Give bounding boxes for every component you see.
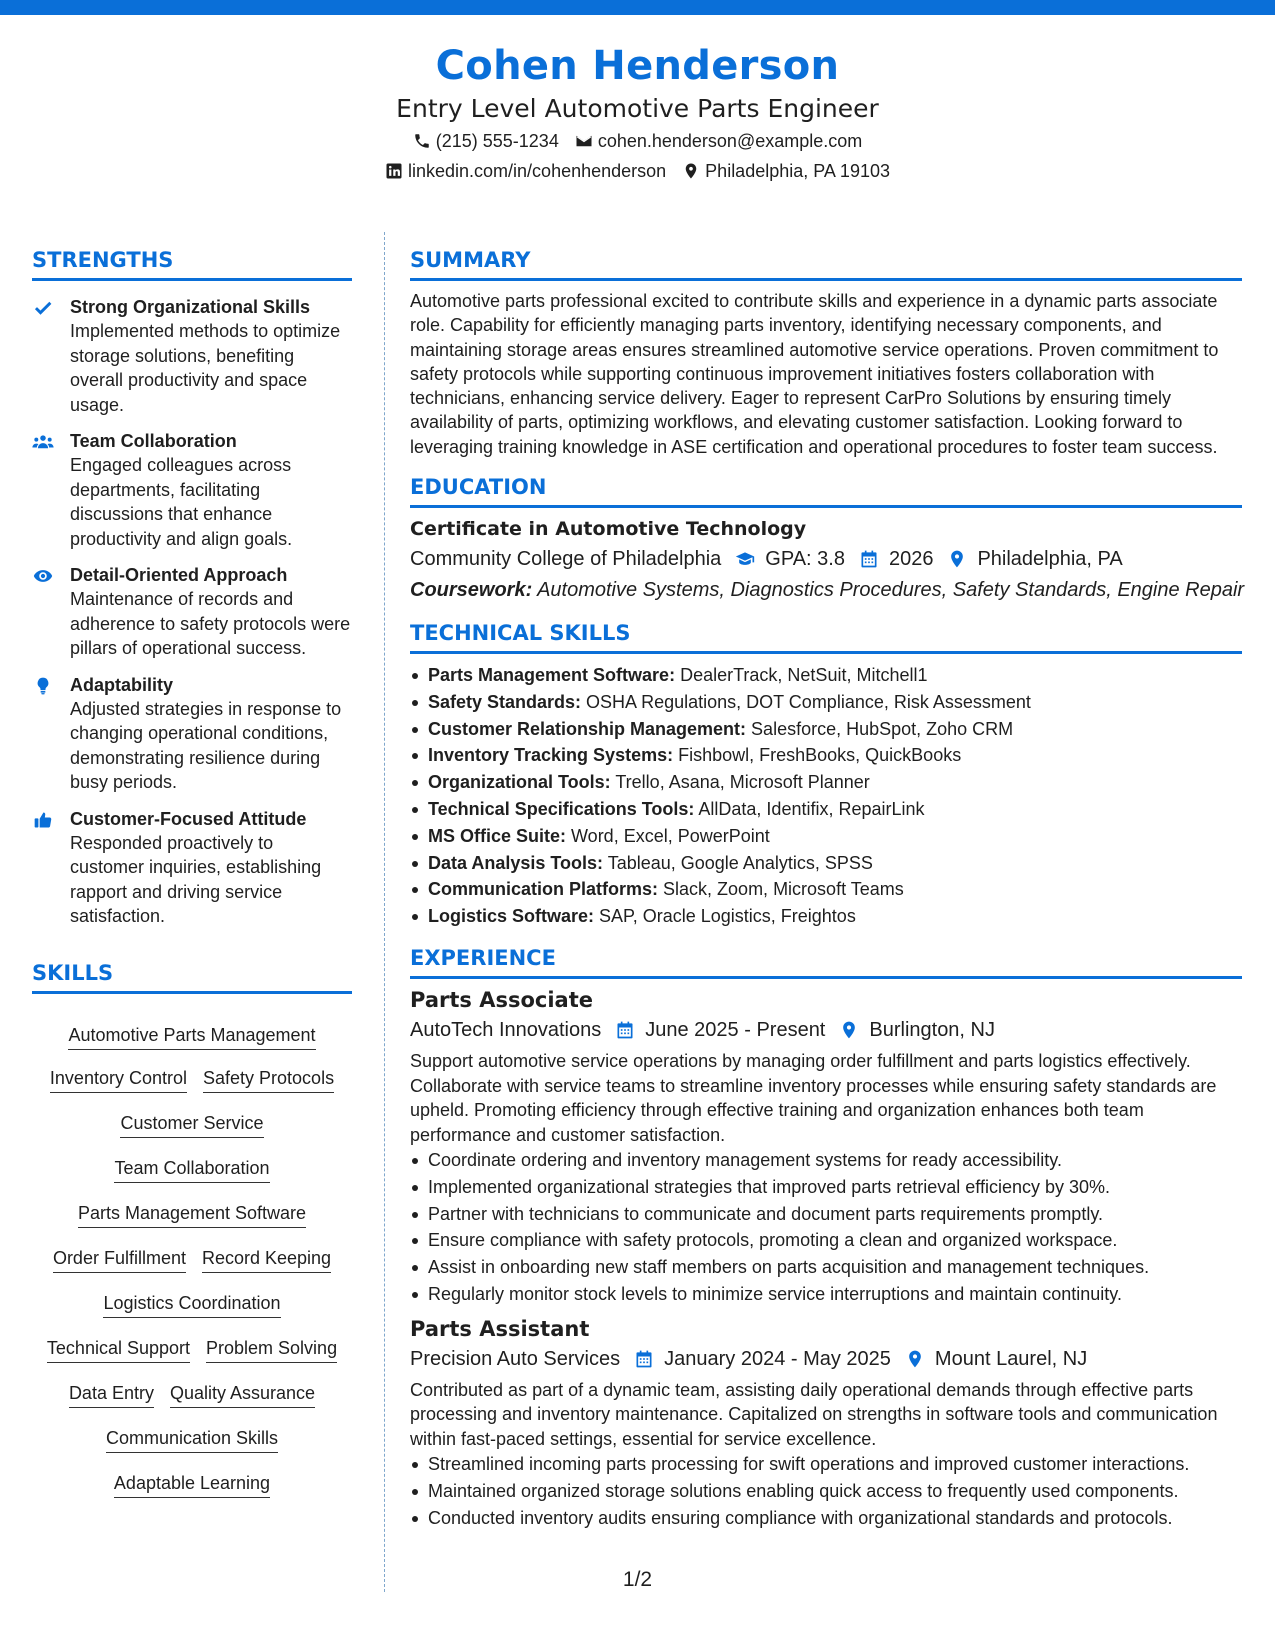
skill-tag: Safety Protocols — [203, 1067, 334, 1093]
strength-item — [32, 429, 352, 551]
technical-skill-tools: AllData, Identifix, RepairLink — [694, 799, 925, 820]
skill-tag: Customer Service — [120, 1112, 263, 1138]
users-icon — [32, 432, 54, 452]
school-name: Community College of Philadelphia — [410, 548, 722, 571]
technical-skill-tools: Tableau, Google Analytics, SPSS — [603, 852, 873, 873]
job-bullet: Conducted inventory audits ensuring compliance with organizational standards and protocols. — [410, 1505, 1242, 1532]
technical-skill-tools: OSHA Regulations, DOT Compliance, Risk Assessment — [581, 691, 1031, 712]
skill-tag: Technical Support — [47, 1337, 190, 1363]
technical-skill-category: MS Office Suite: — [428, 825, 567, 846]
experience-heading: EXPERIENCE — [410, 944, 1242, 979]
graduation-cap-icon — [735, 549, 755, 569]
education-meta — [410, 544, 1242, 574]
strength-description: Engaged colleagues across departments, facilitating discussions that enhance productivity and align goals. — [70, 455, 293, 549]
skill-row — [32, 1188, 352, 1233]
page-number: 1/2 — [622, 1568, 653, 1591]
job-bullet: Coordinate ordering and inventory management systems for ready accessibility. — [410, 1147, 1242, 1174]
location-contact — [682, 156, 890, 186]
strength-description: Adjusted strategies in response to changing operational conditions, demonstrating resilience during busy periods. — [70, 698, 342, 792]
job-entry — [410, 1314, 1242, 1532]
summary-heading: SUMMARY — [410, 246, 1242, 281]
strength-title: Team Collaboration — [70, 431, 237, 451]
eye-icon — [32, 566, 54, 586]
education-heading: EDUCATION — [410, 473, 1242, 508]
technical-skill-tools: Word, Excel, PowerPoint — [566, 825, 770, 846]
technical-skill-tools: Salesforce, HubSpot, Zoho CRM — [746, 718, 1014, 739]
technical-skill-category: Technical Specifications Tools: — [428, 799, 695, 820]
technical-skill-category: Data Analysis Tools: — [428, 852, 604, 873]
skill-tag: Communication Skills — [106, 1427, 278, 1453]
job-bullet: Maintained organized storage solutions enabling quick access to frequently used components. — [410, 1478, 1242, 1505]
skill-row — [32, 1413, 352, 1458]
skill-row — [32, 1008, 352, 1053]
technical-skill-item — [410, 876, 1242, 903]
technical-skill-tools: SAP, Oracle Logistics, Freightos — [594, 906, 856, 927]
strength-title: Customer-Focused Attitude — [70, 808, 307, 829]
skill-tag: Adaptable Learning — [114, 1472, 270, 1498]
jobs-list — [410, 985, 1242, 1532]
strength-title: Strong Organizational Skills — [70, 297, 311, 317]
technical-skill-category: Safety Standards: — [428, 691, 582, 712]
calendar-icon — [859, 549, 879, 569]
skill-tag: Inventory Control — [50, 1067, 187, 1093]
top-accent-bar — [0, 0, 1275, 15]
skill-row — [32, 1278, 352, 1323]
skill-tag: Parts Management Software — [78, 1202, 306, 1228]
company-name: Precision Auto Services — [410, 1347, 621, 1370]
left-column — [32, 246, 352, 1503]
job-bullet: Assist in onboarding new staff members on parts acquisition and management techniques. — [410, 1254, 1242, 1281]
skill-tag: Order Fulfillment — [53, 1247, 186, 1273]
contact-row-1 — [0, 126, 1275, 156]
map-pin-icon — [839, 1020, 859, 1040]
map-pin-icon — [947, 549, 967, 569]
skill-row — [32, 1323, 352, 1368]
technical-skill-item — [410, 796, 1242, 823]
coursework — [410, 575, 1245, 605]
phone-icon — [413, 132, 431, 150]
map-pin-icon — [682, 162, 700, 180]
skill-row — [32, 1053, 352, 1098]
linkedin-text[interactable]: linkedin.com/in/cohenhenderson — [408, 161, 667, 181]
gpa: GPA: 3.8 — [735, 544, 845, 574]
education-section — [410, 473, 1245, 605]
resume-header — [0, 38, 1275, 186]
technical-skill-item — [410, 850, 1242, 877]
skill-tag: Team Collaboration — [114, 1157, 269, 1183]
job-bullet: Partner with technicians to communicate and document parts requirements promptly. — [410, 1201, 1242, 1228]
strength-description: Maintenance of records and adherence to safety protocols were pillars of operational success. — [70, 589, 351, 658]
skill-tag: Automotive Parts Management — [68, 1024, 315, 1050]
skills-heading: SKILLS — [32, 959, 352, 994]
phone-contact — [413, 126, 559, 156]
contact-row-2 — [0, 156, 1275, 186]
skill-row — [32, 1143, 352, 1188]
experience-section — [410, 944, 1242, 1532]
technical-skill-item — [410, 769, 1242, 796]
envelope-icon — [575, 132, 593, 150]
column-divider — [384, 232, 385, 1592]
candidate-name: Cohen Henderson — [435, 43, 840, 89]
email-contact[interactable] — [575, 126, 862, 156]
technical-skill-category: Customer Relationship Management: — [428, 718, 747, 739]
skill-tag: Quality Assurance — [170, 1382, 315, 1408]
technical-skills-list — [410, 662, 1242, 930]
job-bullet: Ensure compliance with safety protocols, promoting a clean and organized workspace. — [410, 1227, 1242, 1254]
skills-list — [32, 1008, 352, 1503]
technical-skill-item — [410, 903, 1242, 930]
skill-row — [32, 1233, 352, 1278]
job-bullets — [410, 1147, 1242, 1308]
summary-text: Automotive parts professional excited to contribute skills and experience in a dynamic parts associate role. Capability for efficiently managing parts inventory, identifying necessary components, and maintaining storage areas ensures streamlined automotive service operations. Proven commitment to safety protocols while supporting continuous improvement initiatives fosters collaboration with technicians, enhancing service delivery. Eager to represent CarPro Solutions by ensuring timely availability of parts, optimizing workflows, and elevating customer satisfaction. Looking forward to leveraging training knowledge in ASE certification and operational procedures to foster team success. — [410, 291, 1219, 457]
skill-tag: Logistics Coordination — [103, 1292, 280, 1318]
skill-row — [32, 1368, 352, 1413]
skill-tag: Data Entry — [69, 1382, 154, 1408]
strength-description: Implemented methods to optimize storage solutions, benefiting overall productivity and space usage. — [70, 321, 341, 415]
job-bullet: Implemented organizational strategies that improved parts retrieval efficiency by 30%. — [410, 1174, 1242, 1201]
right-column — [410, 246, 1245, 1532]
strength-description: Responded proactively to customer inquiries, establishing rapport and driving service satisfaction. — [70, 832, 322, 926]
strength-item — [32, 563, 352, 661]
strength-item — [32, 673, 352, 795]
candidate-title: Entry Level Automotive Parts Engineer — [396, 94, 879, 123]
strength-title: Detail-Oriented Approach — [70, 565, 288, 585]
graduation-year: 2026 — [859, 544, 934, 574]
linkedin-contact[interactable] — [385, 156, 666, 186]
strengths-heading: STRENGTHS — [32, 246, 352, 281]
skill-tag: Problem Solving — [206, 1337, 337, 1363]
technical-skill-category: Logistics Software: — [428, 906, 595, 927]
email-text[interactable]: cohen.henderson@example.com — [597, 131, 863, 151]
job-bullet: Regularly monitor stock levels to minimize service interruptions and maintain continuity. — [410, 1281, 1242, 1308]
thumbs-up-icon — [32, 810, 54, 830]
technical-skills-heading: TECHNICAL SKILLS — [410, 619, 1242, 654]
technical-skill-category: Parts Management Software: — [428, 665, 676, 686]
technical-skill-item — [410, 716, 1242, 743]
coursework-label: Coursework: — [410, 579, 533, 602]
lightbulb-icon — [32, 676, 54, 696]
strengths-list — [32, 295, 352, 929]
company-name: AutoTech Innovations — [410, 1019, 602, 1042]
strength-title: Adaptability — [70, 674, 174, 695]
location-text: Philadelphia, PA 19103 — [705, 161, 890, 181]
job-title: Parts Associate — [410, 988, 593, 1013]
technical-skill-item — [410, 689, 1242, 716]
technical-skill-category: Organizational Tools: — [428, 772, 611, 793]
technical-skills-section — [410, 619, 1242, 930]
skill-row — [32, 1458, 352, 1503]
strength-item — [32, 295, 352, 417]
calendar-icon — [634, 1349, 654, 1369]
technical-skill-tools: DealerTrack, NetSuit, Mitchell1 — [675, 665, 928, 686]
skill-tag: Record Keeping — [202, 1247, 331, 1273]
job-meta — [410, 1015, 1242, 1045]
skill-row — [32, 1098, 352, 1143]
job-dates: January 2024 - May 2025 — [634, 1344, 891, 1374]
coursework-list: Automotive Systems, Diagnostics Procedures, Safety Standards, Engine Repair — [532, 579, 1245, 602]
technical-skill-item — [410, 662, 1242, 689]
job-bullet: Streamlined incoming parts processing for swift operations and improved customer interactions. — [410, 1451, 1242, 1478]
phone-text: (215) 555-1234 — [435, 131, 559, 151]
job-description: Contributed as part of a dynamic team, assisting daily operational demands through effective parts processing and inventory maintenance. Capitalized on strengths in software tools and communication within fast-paced settings, essential for service excellence. — [410, 1379, 1218, 1449]
calendar-icon — [615, 1020, 635, 1040]
job-description: Support automotive service operations by managing order fulfillment and parts logistics effectively. Collaborate with service teams to streamline inventory processes while ensuring safety standards are upheld. Promoting efficiency through effective training and organization enhances both team performance and customer satisfaction. — [410, 1051, 1217, 1145]
technical-skill-category: Inventory Tracking Systems: — [428, 745, 674, 766]
technical-skill-tools: Fishbowl, FreshBooks, QuickBooks — [673, 745, 962, 766]
job-entry — [410, 985, 1242, 1308]
technical-skill-category: Communication Platforms: — [428, 879, 659, 900]
job-dates: June 2025 - Present — [615, 1015, 825, 1045]
job-location: Burlington, NJ — [839, 1015, 995, 1045]
job-location: Mount Laurel, NJ — [905, 1344, 1087, 1374]
technical-skill-item — [410, 823, 1242, 850]
job-bullets — [410, 1451, 1242, 1531]
technical-skill-tools: Trello, Asana, Microsoft Planner — [610, 772, 870, 793]
school-location: Philadelphia, PA — [947, 544, 1122, 574]
linkedin-icon — [385, 162, 403, 180]
strength-item — [32, 807, 352, 929]
degree-title: Certificate in Automotive Technology — [410, 518, 807, 541]
technical-skill-tools: Slack, Zoom, Microsoft Teams — [658, 879, 904, 900]
job-title: Parts Assistant — [410, 1316, 590, 1341]
technical-skill-item — [410, 742, 1242, 769]
job-meta — [410, 1344, 1242, 1374]
check-icon — [32, 298, 54, 318]
map-pin-icon — [905, 1349, 925, 1369]
